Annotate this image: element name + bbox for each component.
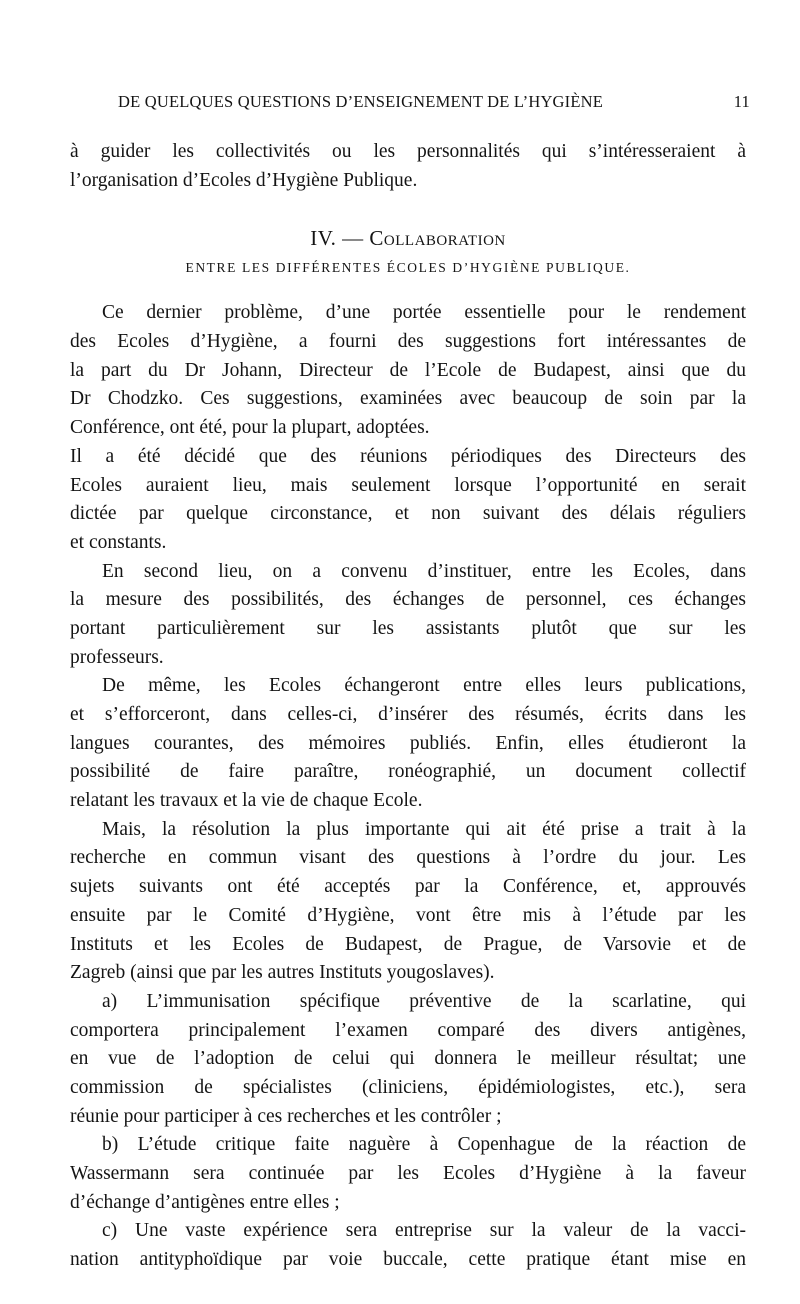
text-line: et s’efforceront, dans celles-ci, d’insérer des résumés, écrits dans les [70,704,746,725]
text-line: Dr Chodzko. Ces suggestions, examinées avec beaucoup de soin par la [70,388,746,410]
text-line: Ce dernier problème, d’une portée essentielle pour le rendement [102,302,746,324]
paragraph [70,816,746,988]
text-line: des Ecoles d’Hygiène, a fourni des suggestions fort intéressantes de [70,331,746,353]
paragraph [70,443,746,558]
text-line: la mesure des possibilités, des échanges de personnel, ces échanges [70,589,746,611]
text-line: a) L’immunisation spécifique préventive de la scarlatine, qui [102,990,746,1012]
section-subtitle: ENTRE LES DIFFÉRENTES ÉCOLES D’HYGIÈNE PUBLIQUE. [185,260,631,276]
section-title: IV. — Collaboration [310,226,506,251]
text-line: d’échange d’antigènes entre elles ; [70,1191,340,1213]
text-line: c) Une vaste expérience sera entreprise sur la valeur de la vacci- [102,1220,746,1242]
text-line: Ecoles auraient lieu, mais seulement lorsque l’opportunité en serait [70,474,746,496]
intro-paragraph [70,138,746,195]
running-head [118,92,750,112]
text-line: réunie pour participer à ces recherches et les contrôler ; [70,1105,502,1127]
text-line: sujets suivants ont été acceptés par la Conférence, et, approuvés [70,876,746,898]
text-line: b) L’étude critique faite naguère à Copenhague de la réaction de [102,1134,746,1156]
text-line: en vue de l’adoption de celui qui donnera le meilleur résultat; une [70,1048,746,1070]
text-line: langues courantes, des mémoires publiés. Enfin, elles étudieront la [70,732,746,754]
text-line: et constants. [70,531,167,553]
text-line: la part du Dr Johann, Directeur de l’Ecole de Budapest, ainsi que du [70,359,746,381]
page-number: 11 [733,92,750,111]
paragraph [70,672,746,815]
text-line: En second lieu, on a convenu d’instituer, entre les Ecoles, dans [102,560,746,582]
text-line: comportera principalement l’examen comparé des divers antigènes, [70,1019,746,1041]
text-line: relatant les travaux et la vie de chaque Ecole. [70,790,423,812]
text-line: Il a été décidé que des réunions périodiques des Directeurs des [70,445,746,467]
text-line: dictée par quelque circonstance, et non suivant des délais réguliers [70,503,746,525]
text-line: Zagreb (ainsi que par les autres Instituts yougoslaves). [70,962,495,984]
page-body [70,138,746,1275]
paragraph [70,299,746,442]
text-line: Mais, la résolution la plus importante qui ait été prise a trait à la [102,818,746,840]
text-line: professeurs. [70,646,164,668]
text-line: à guider les collectivités ou les personnalités qui s’intéresseraient à [70,141,746,162]
text-line: portant particulièrement sur les assistants plutôt que sur les [70,617,746,639]
text-line: De même, les Ecoles échangeront entre elles leurs publications, [102,675,746,697]
text-line: possibilité de faire paraître, ronéographié, un document collectif [70,761,746,783]
text-line: Conférence, ont été, pour la plupart, adoptées. [70,417,430,439]
text-line: Wassermann sera continuée par les Ecoles d’Hygiène à la faveur [70,1163,746,1184]
text-line: commission de spécialistes (cliniciens, épidémiologistes, etc.), sera [70,1076,746,1098]
paragraph [70,558,746,673]
text-line: recherche en commun visant des questions à l’ordre du jour. Les [70,847,746,869]
text-line: l’organisation d’Ecoles d’Hygiène Publique. [70,169,418,191]
list-item-b [70,1131,746,1217]
text-line: ensuite par le Comité d’Hygiène, vont être mis à l’étude par les [70,904,746,926]
text-line: nation antityphoïdique par voie buccale, cette pratique étant mise en [70,1249,746,1271]
list-item-a [70,988,746,1131]
list-item-c [70,1217,746,1274]
text-line: Instituts et les Ecoles de Budapest, de Prague, de Varsovie et de [70,933,746,955]
running-head-title: DE QUELQUES QUESTIONS D’ENSEIGNEMENT DE L’HYGIÈNE [118,92,604,111]
